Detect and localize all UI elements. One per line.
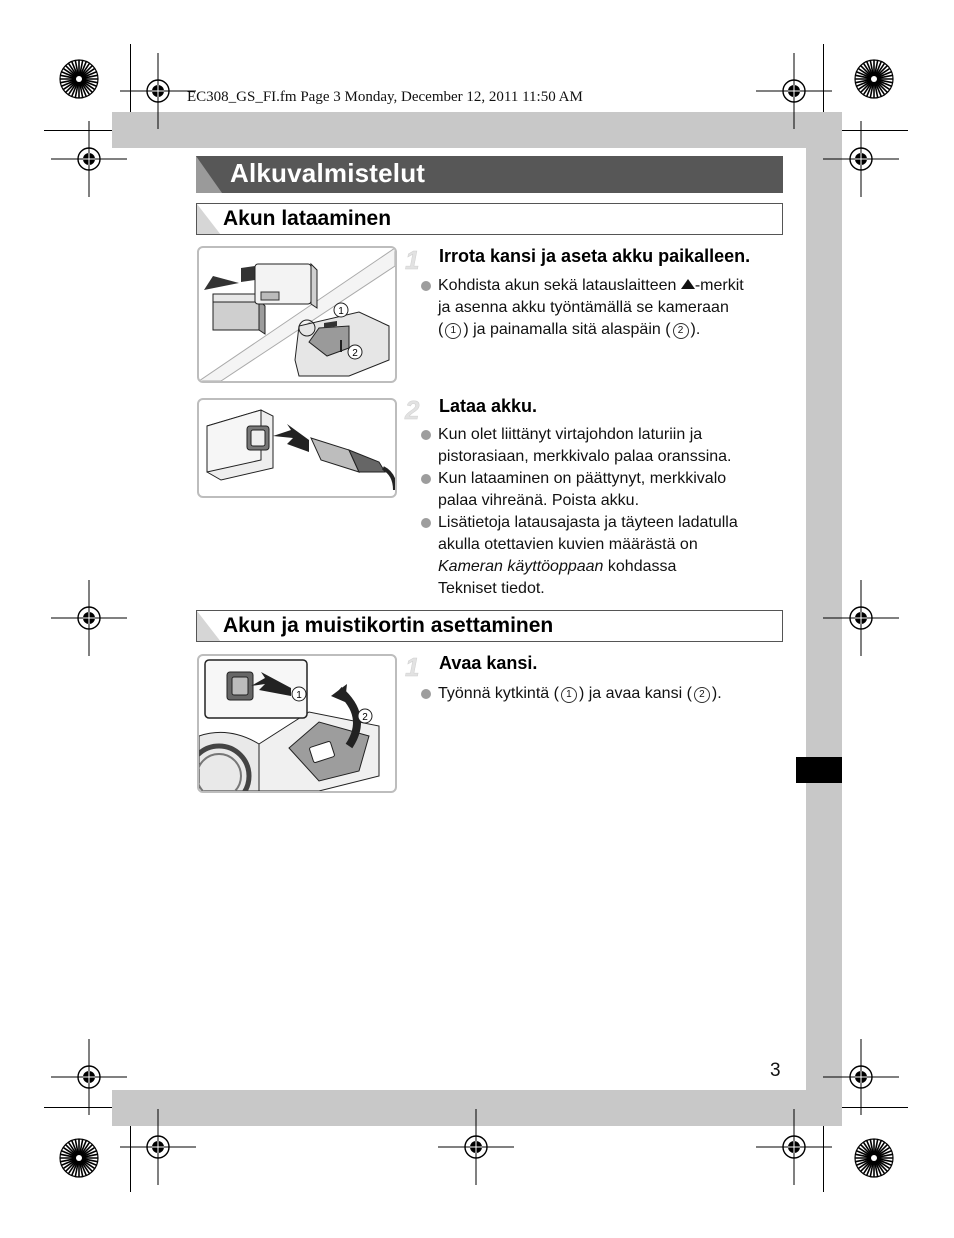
circled-number-icon: 1 — [561, 687, 577, 703]
title-corner-triangle — [196, 156, 222, 193]
bullet-charge-green: Kun lataaminen on päättynyt, merkkivalo palaa vihreänä. Poista akku. — [421, 468, 783, 512]
illustration-open-cover — [197, 654, 397, 793]
section-title: Akun lataaminen — [223, 207, 392, 230]
page-title-bar — [196, 156, 783, 193]
page-number: 3 — [770, 1060, 781, 1081]
illustration-insert-battery — [197, 246, 397, 383]
bullet-icon — [421, 518, 431, 528]
power-cord-illustration — [199, 400, 395, 496]
bullet-charge-orange: Kun olet liittänyt virtajohdon laturiin ja pistorasiaan, merkkivalo palaa oranssina. — [421, 424, 783, 468]
step-number: 1 — [405, 245, 420, 275]
circled-number-icon: 1 — [445, 323, 461, 339]
step-number: 1 — [405, 652, 420, 682]
battery-charger-illustration — [199, 248, 395, 381]
bullet-align-battery: Kohdista akun sekä latauslaitteen -merkit ja asenna akku työntämällä se kameraan ( 1 ) ja painamalla sitä alaspäin ( 2 ). — [421, 275, 783, 345]
marker-2: 2 — [362, 712, 368, 723]
bullet-icon — [421, 430, 431, 440]
step-title: Avaa kansi. — [439, 653, 538, 673]
section-header-charging — [196, 203, 783, 235]
step-title: Lataa akku. — [439, 396, 538, 416]
triangle-mark-icon — [681, 279, 695, 289]
bullet-icon — [421, 689, 431, 699]
step-title: Irrota kansi ja aseta akku paikalleen. — [439, 246, 751, 266]
section-header-insert — [196, 610, 783, 642]
section-title: Akun ja muistikortin asettaminen — [223, 614, 554, 637]
illustration-plug-cable — [197, 398, 397, 498]
bullet-open-cover: Työnnä kytkintä ( 1 ) ja avaa kansi ( 2 ). — [421, 683, 783, 705]
page-title: Alkuvalmistelut — [230, 158, 426, 188]
file-header: EC308_GS_FI.fm Page 3 Monday, December 12, 2011 11:50 AM — [187, 89, 583, 105]
bullet-icon — [421, 474, 431, 484]
step-number: 2 — [405, 395, 420, 425]
circled-number-icon: 2 — [673, 323, 689, 339]
bullet-icon — [421, 281, 431, 291]
camera-cover-illustration — [199, 656, 395, 791]
circled-number-icon: 2 — [694, 687, 710, 703]
marker-1: 1 — [296, 690, 302, 701]
marker-2: 2 — [352, 348, 358, 359]
bullet-more-info: Lisätietoja latausajasta ja täyteen ladatulla akulla otettavien kuvien määrästä on Kameran käyttöoppaan kohdassa Tekniset tiedot. — [421, 512, 783, 600]
manual-reference: Kameran käyttöoppaan — [438, 558, 604, 575]
marker-1: 1 — [338, 306, 344, 317]
